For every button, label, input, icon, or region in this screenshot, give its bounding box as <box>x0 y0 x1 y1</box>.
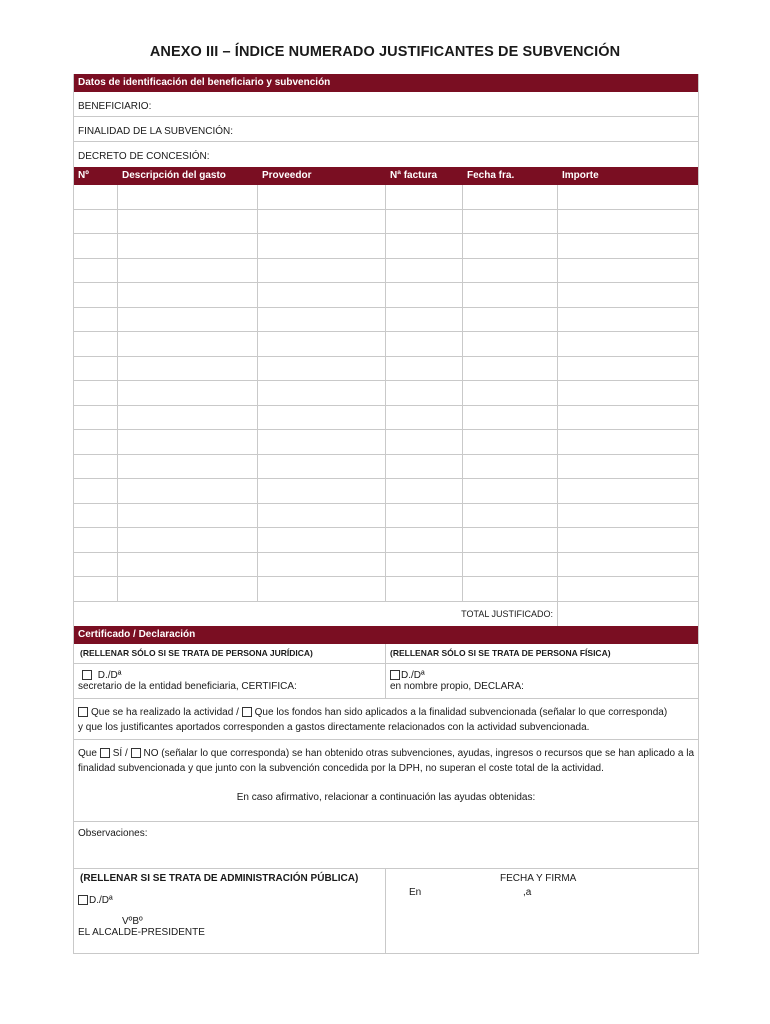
table-cell[interactable] <box>258 308 386 332</box>
table-cell[interactable] <box>258 259 386 283</box>
table-row <box>74 553 698 578</box>
table-cell[interactable] <box>258 283 386 307</box>
table-cell[interactable] <box>74 210 118 234</box>
table-cell[interactable] <box>558 504 698 528</box>
table-cell[interactable] <box>386 504 463 528</box>
fondos-checkbox[interactable] <box>242 707 252 717</box>
table-cell[interactable] <box>74 185 118 209</box>
alcalde-label: EL ALCALDE-PRESIDENTE <box>78 926 205 938</box>
table-cell[interactable] <box>386 283 463 307</box>
table-cell[interactable] <box>386 479 463 503</box>
table-cell[interactable] <box>74 553 118 577</box>
table-cell[interactable] <box>463 283 558 307</box>
vobo-label: VºBº <box>122 915 143 927</box>
table-row <box>74 185 698 210</box>
table-cell[interactable] <box>386 308 463 332</box>
table-cell[interactable] <box>118 308 258 332</box>
table-row <box>74 479 698 504</box>
juridica-heading: (RELLENAR SÓLO SI SE TRATA DE PERSONA JURÍDICA) <box>74 644 385 664</box>
table-cell[interactable] <box>558 479 698 503</box>
observaciones-field[interactable]: Observaciones: <box>74 822 698 869</box>
beneficiario-field[interactable]: BENEFICIARIO: <box>74 92 698 117</box>
table-row <box>74 577 698 602</box>
table-cell[interactable] <box>118 479 258 503</box>
table-cell[interactable] <box>463 357 558 381</box>
table-cell[interactable] <box>558 234 698 258</box>
juridica-checkbox[interactable] <box>82 670 92 680</box>
persona-section <box>74 644 698 699</box>
table-cell[interactable] <box>258 577 386 601</box>
table-cell[interactable] <box>118 357 258 381</box>
col-header-proveedor: Proveedor <box>262 170 312 181</box>
table-cell[interactable] <box>386 332 463 356</box>
finalidad-field[interactable]: FINALIDAD DE LA SUBVENCIÓN: <box>74 117 698 142</box>
col-header-fecha: Fecha fra. <box>467 170 515 181</box>
table-cell[interactable] <box>386 259 463 283</box>
table-cell[interactable] <box>386 185 463 209</box>
total-row <box>74 602 698 626</box>
table-cell[interactable] <box>463 210 558 234</box>
fisica-text: en nombre propio, DECLARA: <box>390 680 524 692</box>
table-cell[interactable] <box>74 577 118 601</box>
table-cell[interactable] <box>258 553 386 577</box>
table-cell[interactable] <box>118 528 258 552</box>
table-cell[interactable] <box>386 553 463 577</box>
table-cell[interactable] <box>386 430 463 454</box>
table-cell[interactable] <box>258 185 386 209</box>
table-cell[interactable] <box>463 332 558 356</box>
table-cell[interactable] <box>74 259 118 283</box>
fecha-firma-label: FECHA Y FIRMA <box>500 872 577 884</box>
table-cell[interactable] <box>463 234 558 258</box>
lugar-label: En <box>409 886 422 898</box>
table-row <box>74 406 698 431</box>
col-header-numero: Nº <box>78 170 89 181</box>
table-cell[interactable] <box>118 234 258 258</box>
table-cell[interactable] <box>558 430 698 454</box>
table-cell[interactable] <box>386 406 463 430</box>
table-cell[interactable] <box>74 528 118 552</box>
table-cell[interactable] <box>558 283 698 307</box>
fondos-text: Que los fondos han sido aplicados a la finalidad subvencionada (señalar lo que corresponda) <box>254 706 668 718</box>
table-cell[interactable] <box>258 528 386 552</box>
juridica-text: secretario de la entidad beneficiaria, CERTIFICA: <box>78 680 297 692</box>
table-cell[interactable] <box>118 185 258 209</box>
col-header-descripcion: Descripción del gasto <box>122 170 226 181</box>
table-row <box>74 455 698 480</box>
table-row <box>74 332 698 357</box>
no-checkbox[interactable] <box>131 748 141 758</box>
si-label: SÍ / <box>112 747 128 759</box>
table-cell[interactable] <box>463 553 558 577</box>
table-cell[interactable] <box>558 210 698 234</box>
table-cell[interactable] <box>74 479 118 503</box>
actividad-checkbox[interactable] <box>78 707 88 717</box>
fisica-dd-label: D./Dª <box>401 669 425 681</box>
actividad-paragraph <box>74 699 698 740</box>
col-header-factura: Nª factura <box>390 170 438 181</box>
juridica-declaration <box>74 664 385 698</box>
table-cell[interactable] <box>74 406 118 430</box>
table-cell[interactable] <box>118 553 258 577</box>
col-header-importe: Importe <box>562 170 599 181</box>
table-cell[interactable] <box>558 528 698 552</box>
table-cell[interactable] <box>74 504 118 528</box>
caso-afirmativo-text: En caso afirmativo, relacionar a continuación las ayudas obtenidas: <box>236 791 536 803</box>
table-cell[interactable] <box>558 259 698 283</box>
table-header <box>74 167 698 185</box>
table-cell[interactable] <box>74 430 118 454</box>
admin-dd-label: D./Dª <box>89 894 113 906</box>
table-cell[interactable] <box>118 455 258 479</box>
table-cell[interactable] <box>558 455 698 479</box>
admin-checkbox[interactable] <box>78 895 88 905</box>
persona-fisica-col <box>386 644 698 698</box>
table-cell[interactable] <box>74 381 118 405</box>
table-cell[interactable] <box>118 381 258 405</box>
table-cell[interactable] <box>74 332 118 356</box>
page-title: ANEXO III – ÍNDICE NUMERADO JUSTIFICANTES DE SUBVENCIÓN <box>149 44 621 60</box>
administracion-section <box>74 869 698 953</box>
table-cell[interactable] <box>463 259 558 283</box>
table-cell[interactable] <box>558 553 698 577</box>
table-cell[interactable] <box>558 381 698 405</box>
table-cell[interactable] <box>558 577 698 601</box>
table-cell[interactable] <box>258 406 386 430</box>
table-row <box>74 234 698 259</box>
table-cell[interactable] <box>118 259 258 283</box>
table-cell[interactable] <box>118 504 258 528</box>
form <box>73 74 699 954</box>
table-cell[interactable] <box>258 455 386 479</box>
certificado-header: Certificado / Declaración <box>74 626 698 644</box>
table-cell[interactable] <box>118 430 258 454</box>
table-cell[interactable] <box>463 504 558 528</box>
table-cell[interactable] <box>74 357 118 381</box>
admin-heading: (RELLENAR SI SE TRATA DE ADMINISTRACIÓN PÚBLICA) <box>80 872 359 884</box>
table-cell[interactable] <box>463 185 558 209</box>
table-cell[interactable] <box>386 455 463 479</box>
table-row <box>74 210 698 235</box>
que-label: Que <box>78 747 97 759</box>
table-cell[interactable] <box>118 577 258 601</box>
table-cell[interactable] <box>386 234 463 258</box>
table-row <box>74 430 698 455</box>
table-cell[interactable] <box>558 185 698 209</box>
fisica-declaration <box>386 664 698 698</box>
table-cell[interactable] <box>118 406 258 430</box>
table-row <box>74 259 698 284</box>
juridica-dd-label: D./Dª <box>97 669 122 681</box>
table-cell[interactable] <box>118 332 258 356</box>
table-row <box>74 504 698 529</box>
table-cell[interactable] <box>386 577 463 601</box>
total-value-cell[interactable] <box>558 602 698 626</box>
table-cell[interactable] <box>258 357 386 381</box>
fisica-checkbox[interactable] <box>390 670 400 680</box>
table-cell[interactable] <box>386 381 463 405</box>
table-cell[interactable] <box>558 357 698 381</box>
table-cell[interactable] <box>118 283 258 307</box>
total-label: TOTAL JUSTIFICADO: <box>74 602 558 626</box>
justificantes-text: y que los justificantes aportados corresponden a gastos directamente relacionados con la actividad subvencionada. <box>78 721 590 733</box>
table-cell[interactable] <box>258 234 386 258</box>
table-row <box>74 357 698 382</box>
table-cell[interactable] <box>258 210 386 234</box>
si-checkbox[interactable] <box>100 748 110 758</box>
table-cell[interactable] <box>386 528 463 552</box>
decreto-field[interactable]: DECRETO DE CONCESIÓN: <box>78 151 210 162</box>
table-cell[interactable] <box>558 332 698 356</box>
table-cell[interactable] <box>258 430 386 454</box>
table-cell[interactable] <box>258 504 386 528</box>
table-row <box>74 283 698 308</box>
table-cell[interactable] <box>463 406 558 430</box>
table-cell[interactable] <box>463 381 558 405</box>
table-cell[interactable] <box>74 308 118 332</box>
table-cell[interactable] <box>74 283 118 307</box>
subvenciones-paragraph <box>74 740 698 822</box>
table-cell[interactable] <box>463 430 558 454</box>
table-row <box>74 528 698 553</box>
persona-juridica-col <box>74 644 386 698</box>
table-cell[interactable] <box>463 308 558 332</box>
table-cell[interactable] <box>463 528 558 552</box>
table-cell[interactable] <box>118 210 258 234</box>
actividad-text: Que se ha realizado la actividad / <box>91 706 239 718</box>
table-cell[interactable] <box>258 479 386 503</box>
table-cell[interactable] <box>463 577 558 601</box>
table-cell[interactable] <box>558 406 698 430</box>
table-cell[interactable] <box>463 455 558 479</box>
identificacion-header: Datos de identificación del beneficiario y subvención <box>74 74 698 92</box>
table-cell[interactable] <box>386 210 463 234</box>
fecha-label: ,a <box>523 886 532 898</box>
table-cell[interactable] <box>558 308 698 332</box>
table-cell[interactable] <box>258 332 386 356</box>
table-row <box>74 308 698 333</box>
fisica-heading: (RELLENAR SÓLO SI SE TRATA DE PERSONA FÍSICA) <box>386 644 698 664</box>
table-body <box>74 185 698 602</box>
table-cell[interactable] <box>386 357 463 381</box>
table-cell[interactable] <box>74 234 118 258</box>
table-cell[interactable] <box>258 381 386 405</box>
no-text: NO (señalar lo que corresponda) se han obtenido otras subvenciones, ayudas, ingresos o recursos que se han aplicado a la finalidad subvencionada y que junto con la subvención concedida por la DPH, no superan el coste total de la actividad. <box>78 747 695 774</box>
administracion-col <box>74 869 386 953</box>
table-row <box>74 381 698 406</box>
table-cell[interactable] <box>463 479 558 503</box>
table-cell[interactable] <box>74 455 118 479</box>
firma-col <box>386 869 698 953</box>
